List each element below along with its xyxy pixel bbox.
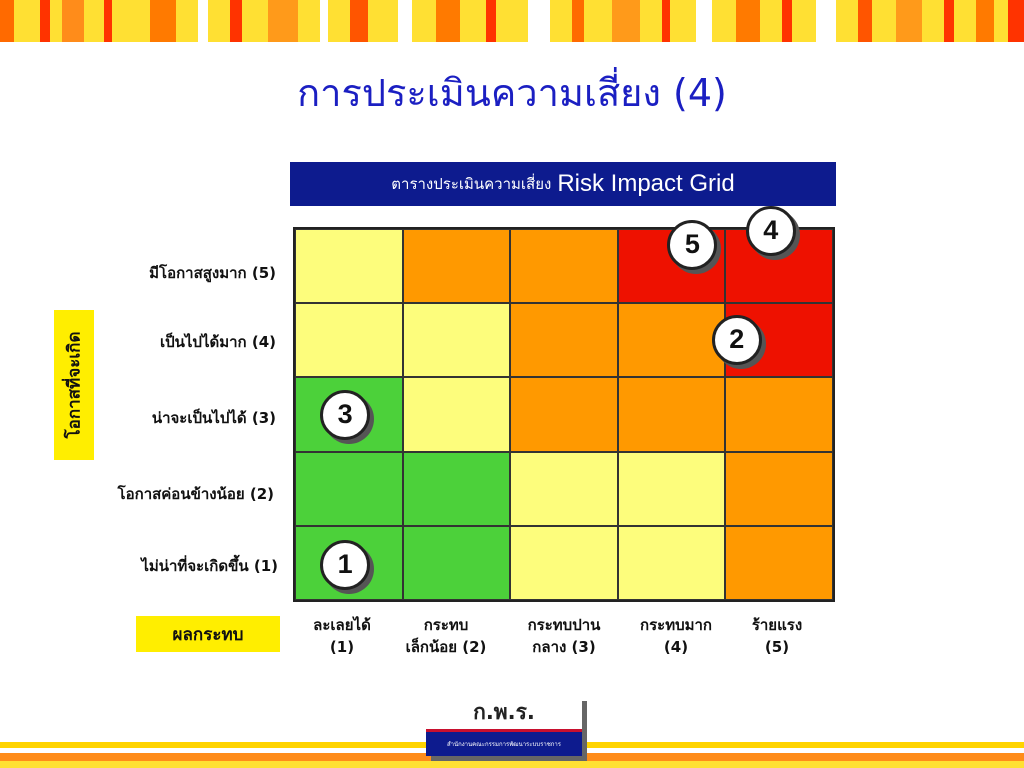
likelihood-label-1: ไม่น่าที่จะเกิดขึ้น (1) <box>141 557 278 575</box>
grid-cell-l3-i5 <box>725 377 833 451</box>
risk-marker-4: 4 <box>746 206 796 256</box>
impact-label-2-line1: กระทบ <box>423 616 469 634</box>
grid-banner-thai: ตารางประเมินความเสี่ยง <box>391 175 552 193</box>
grid-cell-l5-i3 <box>510 229 618 303</box>
slide-title: การประเมินความเสี่ยง (4) <box>297 71 727 115</box>
grid-cell-l2-i3 <box>510 452 618 526</box>
likelihood-label-5: มีโอกาสสูงมาก (5) <box>149 264 276 282</box>
risk-marker-5: 5 <box>667 220 717 270</box>
impact-label-5 <box>723 614 831 658</box>
top-decorative-band <box>0 0 1024 42</box>
x-axis-title: ผลกระทบ <box>172 624 244 645</box>
grid-cell-l3-i2 <box>403 377 511 451</box>
impact-label-2 <box>392 614 500 658</box>
likelihood-label-3: น่าจะเป็นไปได้ (3) <box>151 409 276 427</box>
grid-cell-l5-i2 <box>403 229 511 303</box>
grid-cell-l4-i1 <box>295 303 403 377</box>
impact-label-4-line1: กระทบมาก <box>640 616 712 634</box>
grid-banner-english: Risk Impact Grid <box>557 170 735 197</box>
grid-cell-l2-i1 <box>295 452 403 526</box>
impact-label-1-line1: ละเลยได้ <box>313 616 371 634</box>
impact-label-5-line1: ร้ายแรง <box>751 616 803 634</box>
likelihood-label-4: เป็นไปได้มาก (4) <box>159 333 276 351</box>
impact-label-3-line1: กระทบปาน <box>527 616 601 634</box>
risk-impact-grid <box>293 227 835 602</box>
logo-main-text: ก.พ.ร. <box>473 700 535 724</box>
grid-cell-l1-i2 <box>403 526 511 600</box>
grid-cell-l2-i2 <box>403 452 511 526</box>
impact-label-4-line2: (4) <box>663 638 689 656</box>
impact-label-3 <box>510 614 618 658</box>
logo-sub-text: สำนักงานคณะกรรมการพัฒนาระบบราชการ <box>426 732 582 756</box>
grid-cell-l1-i5 <box>725 526 833 600</box>
impact-label-1-line2: (1) <box>329 638 355 656</box>
impact-label-2-line2: เล็กน้อย (2) <box>405 638 487 656</box>
grid-cell-l5-i1 <box>295 229 403 303</box>
likelihood-label-2: โอกาสค่อนข้างน้อย (2) <box>117 485 274 503</box>
risk-marker-2: 2 <box>712 315 762 365</box>
risk-marker-1: 1 <box>320 540 370 590</box>
impact-label-5-line2: (5) <box>764 638 790 656</box>
impact-label-1 <box>288 614 396 658</box>
opdc-logo <box>426 696 582 756</box>
impact-label-3-line2: กลาง (3) <box>532 638 596 656</box>
x-axis-title-box <box>136 616 280 652</box>
grid-cell-l3-i4 <box>618 377 726 451</box>
impact-label-4 <box>622 614 730 658</box>
grid-cell-l1-i4 <box>618 526 726 600</box>
grid-cell-l4-i2 <box>403 303 511 377</box>
grid-cell-l2-i4 <box>618 452 726 526</box>
grid-cell-l3-i3 <box>510 377 618 451</box>
grid-cell-l4-i3 <box>510 303 618 377</box>
grid-cell-l2-i5 <box>725 452 833 526</box>
grid-cell-l4-i4 <box>618 303 726 377</box>
y-axis-title-box <box>54 310 94 460</box>
risk-marker-3: 3 <box>320 390 370 440</box>
grid-cell-l1-i3 <box>510 526 618 600</box>
y-axis-title: โอกาสที่จะเกิด <box>64 331 85 439</box>
grid-banner <box>290 162 836 206</box>
